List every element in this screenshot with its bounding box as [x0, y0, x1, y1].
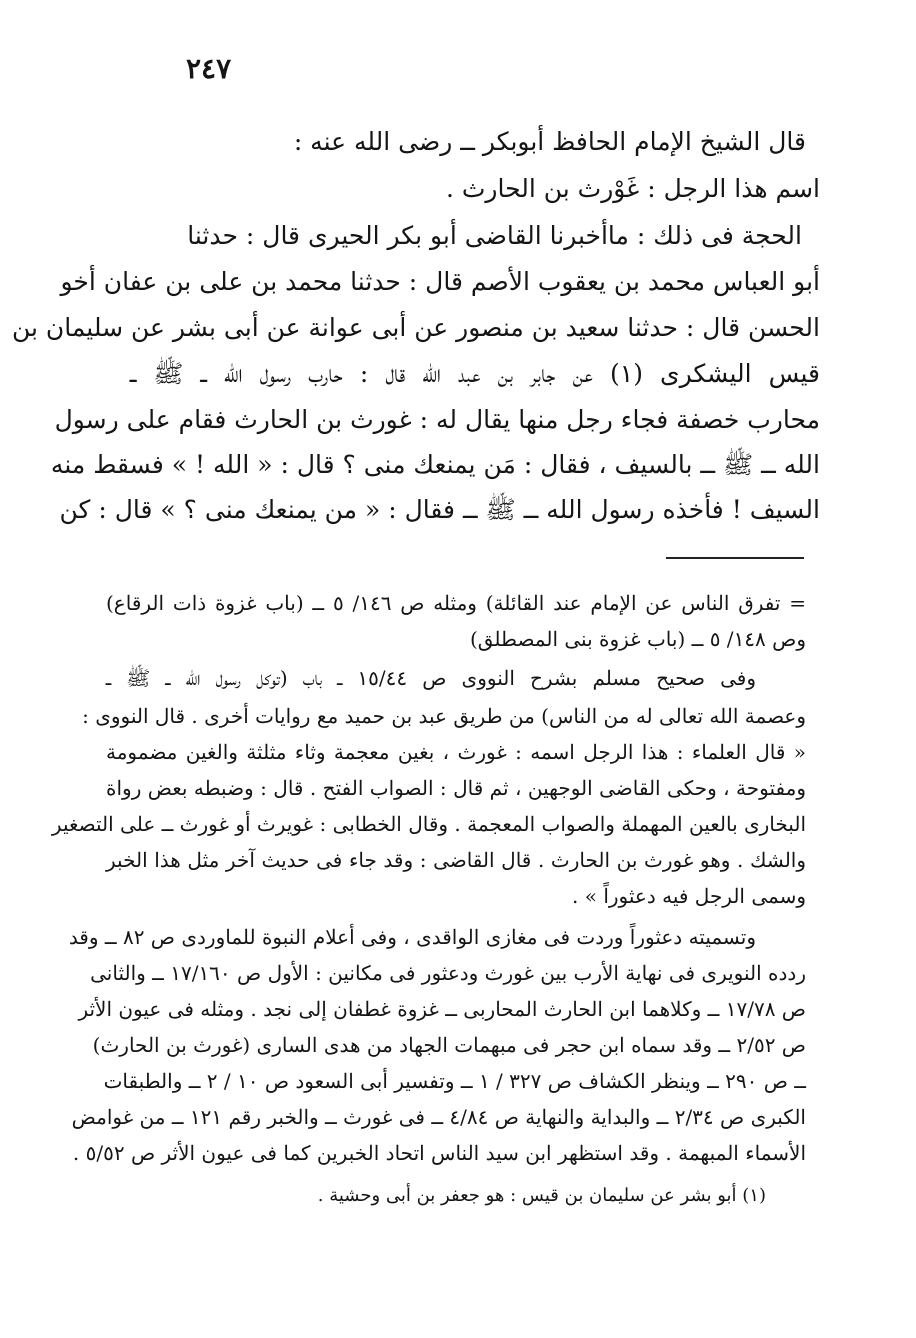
- note-line: والشك . وهو غورث بن الحارث . قال القاضى : وقد جاء فى حديث آخر مثل هذا الخبر: [106, 848, 806, 872]
- note-line: ومفتوحة ، وحكى القاضى الوجهين ، ثم قال : الصواب الفتح . قال : وضبطه بعض رواة: [106, 776, 806, 800]
- note-line: « قال العلماء : هذا الرجل اسمه : غورث ، بغين معجمة وثاء مثلثة والغين مضمومة: [106, 740, 806, 764]
- footnote-text: (١) أبو بشر عن سليمان بن قيس : هو جعفر بن أبى وحشية .: [317, 1185, 766, 1206]
- note-line: ص ٢/٥٢ ــ وقد سماه ابن حجر فى مبهمات الجهاد من هدى السارى (غورث بن الحارث): [92, 1033, 806, 1057]
- note-line: وفى صحيح مسلم بشرح النووى ص ١٥/٤٤ ــ باب (توكل رسول الله ــ ﷺ ــ: [106, 666, 756, 690]
- main-text-line: الله ــ ﷺ ــ بالسيف ، فقال : مَن يمنعك منى ؟ قال : « الله ! » فسقط منه: [50, 450, 820, 479]
- main-text-line: السيف ! فأخذه رسول الله ــ ﷺ ــ فقال : « من يمنعك منى ؟ » قال : كن: [59, 495, 820, 524]
- note-line: ــ ص ٢٩٠ ــ وينظر الكشاف ص ٣٢٧ / ١ ــ وتفسير أبى السعود ص ١٠ / ٢ ــ والطبقات: [103, 1069, 806, 1093]
- note-line: ردده النويرى فى نهاية الأرب بين غورث ودعثور فى مكانين : الأول ص ١٧/١٦٠ ــ والثانى: [90, 961, 806, 985]
- main-text-line: قيس اليشكرى (١) عن جابر بن عبد الله قال : حارب رسول الله ــ ﷺ ــ: [130, 359, 821, 388]
- note-line: ص ١٧/٧٨ ــ وكلاهما ابن الحارث المحاربى ــ غزوة غطفان إلى نجد . ومثله فى عيون الأثر: [78, 997, 806, 1021]
- note-line: البخارى بالعين المهملة والصواب المعجمة . وقال الخطابى : غويرث أو غورث ــ على التصغير: [51, 812, 806, 836]
- page-number: ٢٤٧: [186, 52, 232, 85]
- footnote-separator: [666, 557, 804, 559]
- main-text-line: قال الشيخ الإمام الحافظ أبوبكر ــ رضى الله عنه :: [293, 127, 806, 156]
- note-line: وعصمة الله تعالى له من الناس) من طريق عبد بن حميد مع روايات أخرى . قال النووى :: [82, 704, 806, 728]
- main-text-line: الحجة فى ذلك : ماأخبرنا القاضى أبو بكر الحيرى قال : حدثنا: [187, 221, 802, 250]
- note-line: وسمى الرجل فيه دعثوراً » .: [572, 884, 806, 908]
- main-text-line: أبو العباس محمد بن يعقوب الأصم قال : حدثنا محمد بن على بن عفان أخو: [60, 267, 820, 296]
- note-line: = تفرق الناس عن الإمام عند القائلة) ومثله ص ١٤٦/ ٥ ــ (باب غزوة ذات الرقاع): [106, 591, 806, 615]
- main-text-line: محارب خصفة فجاء رجل منها يقال له : غورث بن الحارث فقام على رسول: [54, 405, 820, 434]
- note-line: الكبرى ص ٢/٣٤ ــ والبداية والنهاية ص ٤/٨٤ ــ فى غورث ــ والخبر رقم ١٢١ ــ من غوامض: [71, 1105, 806, 1129]
- main-text-line: الحسن قال : حدثنا سعيد بن منصور عن أبى عوانة عن أبى بشر عن سليمان بن: [11, 313, 820, 342]
- main-text-line: اسم هذا الرجل : غَوْرث بن الحارث .: [445, 174, 820, 203]
- note-line: وتسميته دعثوراً وردت فى مغازى الواقدى ، وفى أعلام النبوة للماوردى ص ٨٢ ــ وقد: [68, 925, 756, 949]
- note-line: وص ١٤٨/ ٥ ــ (باب غزوة بنى المصطلق): [469, 627, 806, 651]
- note-line: الأسماء المبهمة . وقد استظهر ابن سيد الناس اتحاد الخبرين كما فى عيون الأثر ص ٥/٥٢ .: [72, 1141, 806, 1165]
